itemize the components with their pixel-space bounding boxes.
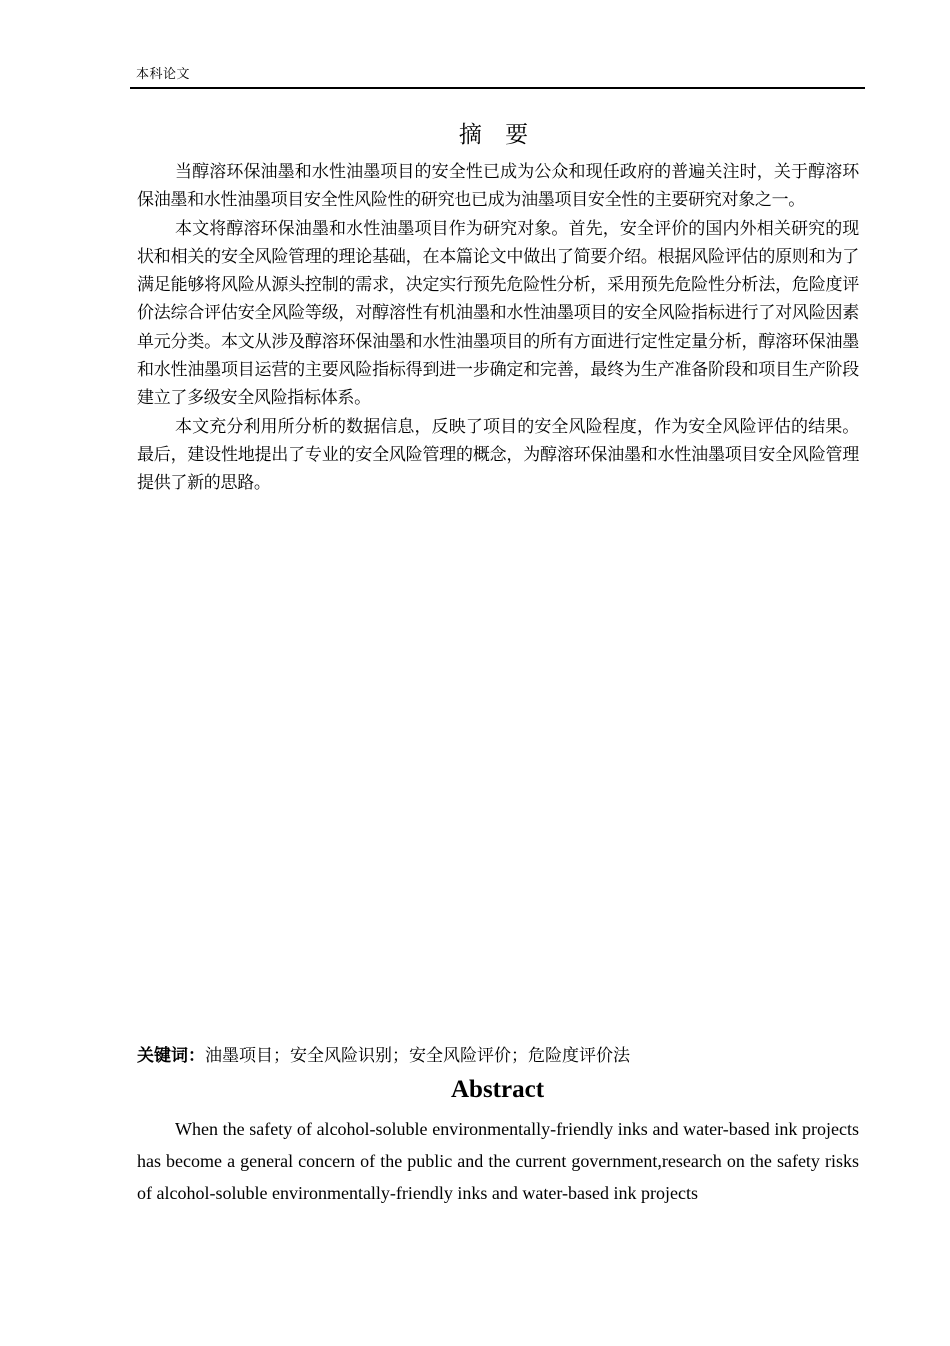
chinese-abstract-paragraph-3: 本文充分利用所分析的数据信息，反映了项目的安全风险程度，作为安全风险评估的结果。最后，建设性地提出了专业的安全风险管理的概念，为醇溶环保油墨和水性油墨项目安全风险管理提供了新的思路。 bbox=[137, 416, 859, 494]
english-abstract-title: Abstract bbox=[450, 1076, 545, 1103]
header-title: 本科论文 bbox=[136, 67, 191, 82]
chinese-abstract-paragraph-2: 本文将醇溶环保油墨和水性油墨项目作为研究对象。首先，安全评价的国内外相关研究的现状和相关的安全风险管理的理论基础，在本篇论文中做出了简要介绍。根据风险评估的原则和为了满足能够将风险从源头控制的需求，决定实行预先危险性分析，采用预先危险性分析法，危险度评价法综合评估安全风险等级，对醇溶性有机油墨和水性油墨项目的安全风险指标进行了对风险因素单元分类。本文从涉及醇溶环保油墨和水性油墨项目的所有方面进行定性定量分析，醇溶环保油墨和水性油墨项目运营的主要风险指标得到进一步确定和完善，最终为生产准备阶段和项目生产阶段建立了多级安全风险指标体系。 bbox=[137, 218, 859, 409]
keywords-label: 关键词： bbox=[137, 1046, 205, 1066]
keywords-line bbox=[137, 1042, 859, 1070]
page-header bbox=[130, 66, 865, 89]
english-abstract-body bbox=[137, 1113, 859, 1209]
chinese-abstract-paragraph-1: 当醇溶环保油墨和水性油墨项目的安全性已成为公众和现任政府的普遍关注时，关于醇溶环保油墨和水性油墨项目安全性风险性的研究也已成为油墨项目安全性的主要研究对象之一。 bbox=[137, 162, 859, 211]
chinese-abstract-title: 摘 要 bbox=[458, 122, 537, 148]
keywords-text: 油墨项目；安全风险识别；安全风险评价；危险度评价法 bbox=[205, 1046, 630, 1066]
chinese-abstract-body bbox=[137, 158, 859, 498]
english-abstract-paragraph-1: When the safety of alcohol-soluble environmentally-friendly inks and water-based ink projects has become a general concern of the public and the current government,research on the safety risks of alcohol-soluble environmentally-friendly inks and water-based ink projects bbox=[137, 1119, 859, 1203]
